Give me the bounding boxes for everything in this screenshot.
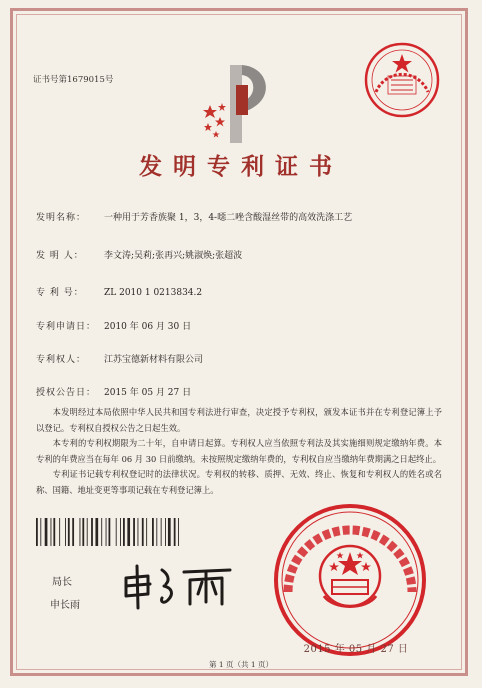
field-application-date [36, 319, 191, 332]
field-label: 专利权人： [36, 355, 87, 365]
field-grant-date [36, 385, 191, 398]
field-value: 李文涛;吴莉;张再兴;姚淑焕;张超波 [104, 251, 243, 261]
field-value: ZL 2010 1 0213834.2 [104, 288, 203, 298]
field-label: 专 利 号： [36, 288, 84, 298]
barcode-icon [36, 518, 212, 546]
issue-date: 2015 年 05 月 27 日 [303, 644, 409, 655]
field-inventors [36, 248, 242, 261]
field-value: 2010 年 06 月 30 日 [104, 322, 192, 332]
field-patentee [36, 352, 203, 365]
director-signature-icon [118, 560, 238, 612]
certificate-body [36, 405, 442, 498]
official-seal-icon [270, 500, 430, 660]
office-seal-icon [362, 40, 442, 120]
certificate-number: 证书号第1679015号 [33, 75, 114, 85]
field-value: 一种用于芳香族聚 1，3，4-噁二唑含酸湿丝带的高效洗涤工艺 [104, 213, 353, 223]
field-label: 发 明 人： [36, 251, 84, 261]
field-invention-name [36, 210, 352, 223]
field-value: 江苏宝德新材料有限公司 [104, 355, 204, 365]
field-value: 2015 年 05 月 27 日 [104, 388, 192, 398]
field-label: 专利申请日： [36, 322, 97, 332]
page-title: 发明专利证书 [139, 153, 343, 180]
cnipa-logo-icon [196, 55, 276, 155]
field-label: 授权公告日： [36, 388, 97, 398]
director-name: 申长雨 [50, 600, 80, 611]
page-number: 第 1 页（共 1 页） [208, 660, 274, 669]
field-label: 发明名称： [36, 213, 87, 223]
director-title: 局长 [52, 577, 72, 588]
field-patent-number [36, 285, 202, 298]
body-paragraph: 本发明经过本局依照中华人民共和国专利法进行审查，决定授予专利权，颁发本证书并在专利登记簿上予以登记。专利权自授权公告之日起生效。 [36, 407, 442, 433]
body-paragraph: 专利证书记载专利权登记时的法律状况。专利权的转移、质押、无效、终止、恢复和专利权人的姓名或名称、国籍、地址变更等事项记载在专利登记簿上。 [36, 469, 442, 495]
body-paragraph: 本专利的专利权期限为二十年，自申请日起算。专利权人应当依照专利法及其实施细则规定缴纳年费。本专利的年费应当在每年 06 月 30 日前缴纳。未按照规定缴纳年费的，专利权自应当缴纳年费期满之日起终止。 [36, 438, 442, 464]
